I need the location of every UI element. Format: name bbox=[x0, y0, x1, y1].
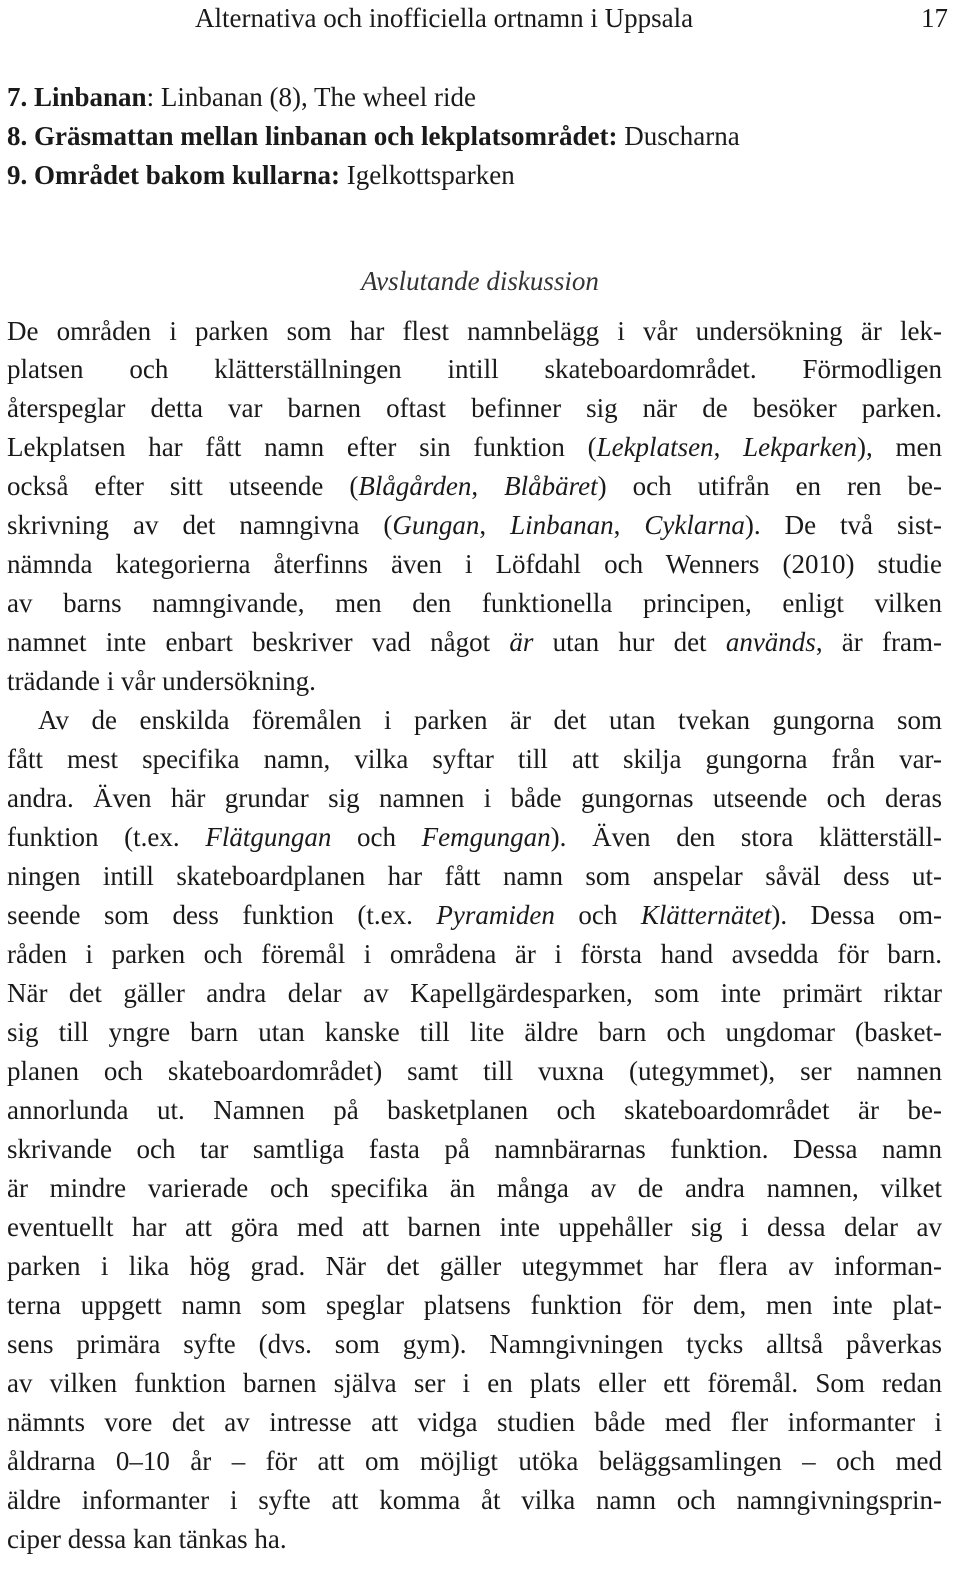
list-item-term: 8. Gräsmattan mellan linbanan och lekplatsområdet: bbox=[7, 121, 618, 151]
text-run: , bbox=[613, 510, 645, 540]
text-line: nämnda kategorierna återfinns även i Löfdahl och Wenners (2010) studie bbox=[7, 549, 942, 579]
list-item-separator: : bbox=[146, 82, 161, 112]
text-run: skrivning av det namngivna ( bbox=[7, 510, 393, 540]
text-line: planen och skateboardområdet) samt till vuxna (utegymmet), ser namnen bbox=[7, 1056, 942, 1086]
running-header bbox=[0, 0, 960, 40]
text-line: eventuellt har att göra med att barnen inte uppehåller sig i dessa delar av bbox=[7, 1212, 942, 1242]
text-line: nämnts vore det av intresse att vidga studien både med fler informanter i bbox=[7, 1407, 942, 1437]
text-line: skrivande och tar samtliga fasta på namnbärarnas funktion. Dessa namn bbox=[7, 1134, 942, 1164]
text-line: När det gäller andra delar av Kapellgärdesparken, som inte primärt riktar bbox=[7, 978, 942, 1008]
text-line: andra. Även här grundar sig namnen i både gungornas utseende och deras bbox=[7, 783, 942, 813]
text-line bbox=[7, 624, 942, 660]
list-item-term: 9. Området bakom kullarna: bbox=[7, 160, 341, 190]
text-line: sig till yngre barn utan kanske till lite äldre barn och ungdomar (basket- bbox=[7, 1017, 942, 1047]
text-line: äldre informanter i syfte att komma åt vilka namn och namngivningsprin- bbox=[7, 1485, 942, 1515]
italic-run: Femgungan bbox=[421, 822, 551, 852]
text-line: ciper dessa kan tänkas ha. bbox=[7, 1524, 287, 1554]
text-run: ). Även den stora klätterställ- bbox=[550, 822, 942, 852]
text-line: trädande i vår undersökning. bbox=[7, 666, 316, 696]
italic-run: Blåbäret bbox=[504, 471, 598, 501]
text-line: fått mest specifika namn, vilka syftar till att skilja gungorna från var- bbox=[7, 744, 942, 774]
text-line bbox=[7, 819, 942, 855]
text-run: , bbox=[713, 432, 744, 462]
text-line: terna uppgett namn som speglar platsens funktion för dem, men inte plat- bbox=[7, 1290, 942, 1320]
text-run: ) och utifrån en ren be- bbox=[597, 471, 942, 501]
text-run: ), men bbox=[857, 432, 943, 462]
text-line: annorlunda ut. Namnen på basketplanen och skateboardområdet är be- bbox=[7, 1095, 942, 1125]
text-run: , bbox=[479, 510, 511, 540]
text-line: är mindre varierade och specifika än många av de andra namnen, vilket bbox=[7, 1173, 942, 1203]
text-line bbox=[7, 507, 942, 543]
text-run: namnet inte enbart beskriver vad något bbox=[7, 627, 510, 657]
text-line bbox=[7, 429, 942, 465]
text-run: ). De två sist- bbox=[744, 510, 943, 540]
list-item bbox=[7, 118, 942, 154]
list-item-names: Duscharna bbox=[617, 121, 740, 151]
list-item-names: Linbanan (8), The wheel ride bbox=[160, 82, 476, 112]
text-line: råden i parken och föremål i områdena är i första hand avsedda för barn. bbox=[7, 939, 942, 969]
list-item-term: 7. Linbanan bbox=[7, 82, 147, 112]
italic-run: används bbox=[725, 627, 816, 657]
list-item-names: Igelkottsparken bbox=[340, 160, 515, 190]
page-number: 17 bbox=[921, 3, 948, 33]
text-run: utan hur det bbox=[533, 627, 726, 657]
italic-run: Lekplatsen bbox=[596, 432, 714, 462]
text-run: seende som dess funktion (t.ex. bbox=[7, 900, 437, 930]
italic-run: Blågården bbox=[358, 471, 472, 501]
text-line bbox=[7, 468, 942, 504]
italic-run: Klätternätet bbox=[640, 900, 772, 930]
text-run: också efter sitt utseende ( bbox=[7, 471, 359, 501]
text-line: ningen intill skateboardplanen har fått namn som anspelar såväl dess ut- bbox=[7, 861, 942, 891]
italic-run: Cyklarna bbox=[644, 510, 745, 540]
list-item bbox=[7, 157, 942, 193]
text-run: och bbox=[331, 822, 422, 852]
italic-run: Flätgungan bbox=[205, 822, 332, 852]
italic-run: Pyramiden bbox=[436, 900, 555, 930]
text-line bbox=[7, 897, 942, 933]
text-line: sens primära syfte (dvs. som gym). Namngivningen tycks alltså påverkas bbox=[7, 1329, 942, 1359]
text-line: platsen och klätterställningen intill skateboardområdet. Förmodligen bbox=[7, 354, 942, 384]
text-line: återspeglar detta var barnen oftast befinner sig när de besöker parken. bbox=[7, 393, 942, 423]
text-run: , bbox=[471, 471, 505, 501]
section-heading: Avslutande diskussion bbox=[361, 266, 599, 296]
text-line: De områden i parken som har flest namnbelägg i vår undersökning är lek- bbox=[7, 316, 942, 346]
text-run: Lekplatsen har fått namn efter sin funktion ( bbox=[7, 432, 597, 462]
list-item bbox=[7, 79, 942, 115]
text-line: av vilken funktion barnen själva ser i en plats eller ett föremål. Som redan bbox=[7, 1368, 942, 1398]
text-line: åldrarna 0–10 år – för att om möjligt utöka beläggsamlingen – och med bbox=[7, 1446, 942, 1476]
text-line: parken i lika hög grad. När det gäller utegymmet har flera av informan- bbox=[7, 1251, 942, 1281]
running-title: Alternativa och inofficiella ortnamn i Uppsala bbox=[195, 3, 694, 33]
text-run: och bbox=[554, 900, 641, 930]
paragraph-first-line: Av de enskilda föremålen i parken är det utan tvekan gungorna som bbox=[38, 705, 942, 735]
text-line: av barns namngivande, men den funktionella principen, enligt vilken bbox=[7, 588, 942, 618]
italic-run: är bbox=[509, 627, 534, 657]
text-run: funktion (t.ex. bbox=[7, 822, 206, 852]
text-run: ). Dessa om- bbox=[771, 900, 943, 930]
italic-run: Linbanan bbox=[510, 510, 614, 540]
italic-run: Lekparken bbox=[743, 432, 858, 462]
italic-run: Gungan bbox=[392, 510, 480, 540]
text-run: , är fram- bbox=[815, 627, 942, 657]
